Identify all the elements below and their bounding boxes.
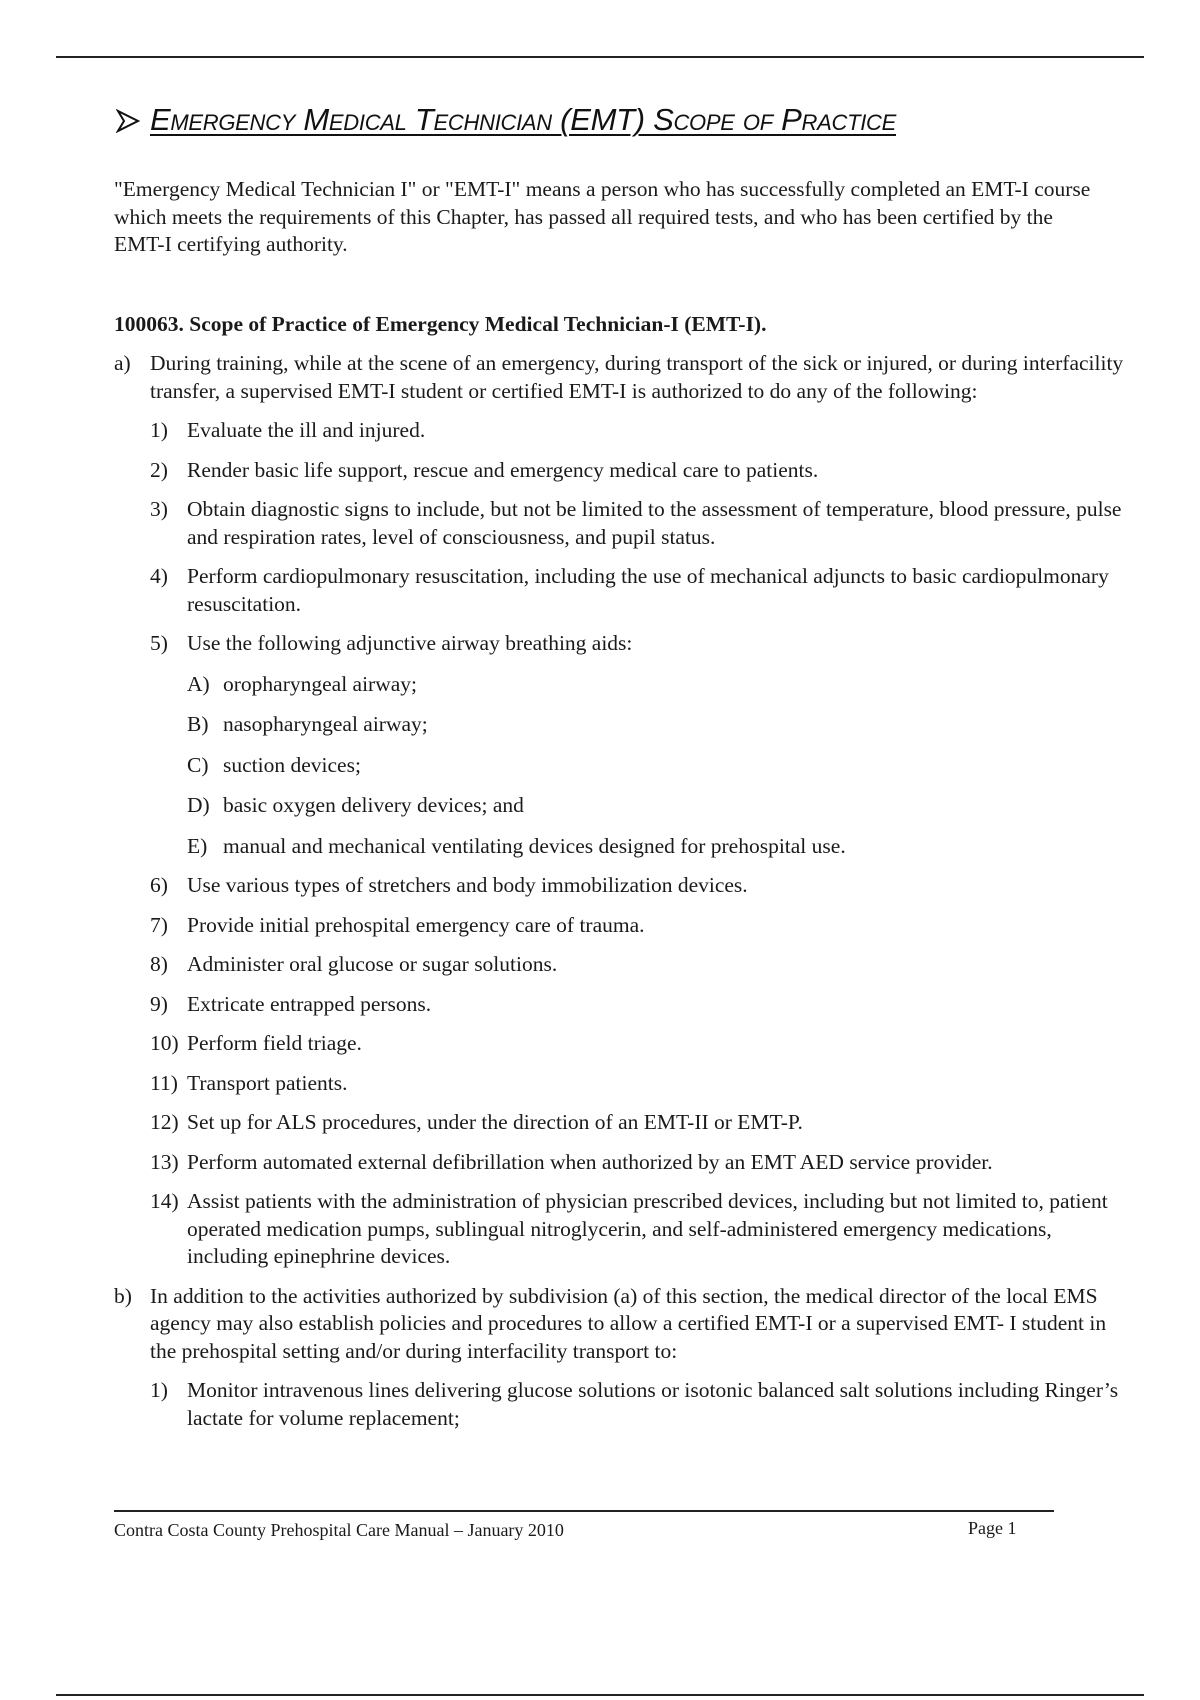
- list-item: [150, 1109, 1134, 1137]
- list-marker: 13): [150, 1149, 179, 1174]
- subsection-b: [114, 1283, 1134, 1366]
- page-number: Page 1: [968, 1518, 1017, 1538]
- top-divider: [56, 56, 1144, 58]
- list-item-text: Render basic life support, rescue and emergency medical care to patients.: [187, 457, 819, 482]
- page-title: Emergency Medical Technician (EMT) Scope of Practice: [150, 102, 897, 137]
- list-marker: 9): [150, 991, 168, 1016]
- list-item-text: manual and mechanical ventilating devices designed for prehospital use.: [223, 833, 846, 858]
- list-item: [187, 792, 1134, 820]
- list-item-text: Extricate entrapped persons.: [187, 991, 432, 1016]
- list-item-text: Evaluate the ill and injured.: [187, 418, 426, 442]
- footer-title: Contra Costa County Prehospital Care Manual – January 2010: [114, 1520, 564, 1540]
- list-item: [150, 872, 1134, 900]
- intro-paragraph: "Emergency Medical Technician I" or "EMT-I" means a person who has successfully completed an EMT-I course which meets the requirements of this Chapter, has passed all required tests, and who has been certified by the EMT-I certifying authority.: [114, 177, 1091, 256]
- list-item: [187, 833, 1134, 861]
- list-marker: 10): [150, 1031, 179, 1055]
- list-marker: A): [187, 671, 210, 696]
- list-marker: b): [114, 1283, 132, 1308]
- list-item-text: nasopharyngeal airway;: [223, 712, 428, 736]
- list-item: [150, 1030, 1134, 1058]
- list-item-text: Provide initial prehospital emergency care of trauma.: [187, 912, 645, 937]
- list-item: [187, 752, 1134, 780]
- list-item: [150, 417, 1134, 445]
- subsection-a: [114, 350, 1134, 405]
- list-item: [187, 671, 1134, 699]
- list-item-text: Perform cardiopulmonary resuscitation, including the use of mechanical adjuncts to basic cardiopulmonary resuscitation.: [187, 564, 1109, 616]
- subsection-b-items: [150, 1377, 1134, 1432]
- list-marker: 6): [150, 873, 168, 897]
- list-item-text: oropharyngeal airway;: [223, 671, 418, 696]
- list-item-text: Administer oral glucose or sugar solutions.: [187, 952, 558, 976]
- list-item: [150, 1070, 1134, 1098]
- list-item: [150, 563, 1134, 618]
- list-item: [150, 457, 1134, 485]
- airway-aids-list: [187, 671, 1134, 861]
- section-title: 100063. Scope of Practice of Emergency Medical Technician-I (EMT-I).: [114, 311, 767, 336]
- list-item-text: Set up for ALS procedures, under the direction of an EMT-II or EMT-P.: [187, 1110, 803, 1134]
- list-item: [150, 1377, 1134, 1432]
- bottom-divider: [56, 1694, 1144, 1696]
- list-marker: 3): [150, 497, 168, 521]
- list-item-text: Use various types of stretchers and body immobilization devices.: [187, 873, 748, 897]
- list-marker: 14): [150, 1189, 179, 1213]
- list-marker: 5): [150, 631, 168, 655]
- list-marker: 1): [150, 418, 168, 442]
- list-item: [187, 711, 1134, 739]
- list-item: [150, 496, 1134, 551]
- list-item: [150, 951, 1134, 979]
- subsection-a-text: During training, while at the scene of an emergency, during transport of the sick or injured, or during interfacility transfer, a supervised EMT-I student or certified EMT-I is authorized to do any of the following:: [150, 351, 1124, 403]
- document-body: [114, 176, 1134, 1432]
- list-item: [150, 991, 1134, 1019]
- list-item-text: basic oxygen delivery devices; and: [223, 793, 524, 817]
- arrowhead-bullet-icon: [116, 108, 140, 134]
- list-item-text: Assist patients with the administration of physician prescribed devices, including but not limited to, patient operated medication pumps, sublingual nitroglycerin, and self-administered emergency medications, including epinephrine devices.: [187, 1189, 1108, 1268]
- list-marker: 2): [150, 457, 168, 482]
- list-item-text: Use the following adjunctive airway breathing aids:: [187, 631, 633, 655]
- list-marker: 1): [150, 1378, 168, 1402]
- list-item: [150, 630, 1134, 658]
- list-marker: C): [187, 752, 209, 777]
- list-marker: 12): [150, 1110, 179, 1134]
- footer-divider: [114, 1510, 1054, 1512]
- list-marker: 4): [150, 564, 168, 588]
- list-marker: 7): [150, 912, 168, 937]
- subsection-b-text: In addition to the activities authorized by subdivision (a) of this section, the medical director of the local EMS agency may also establish policies and procedures to allow a certified EMT-I or a supervised EMT- I student in the prehospital setting and/or during interfacility transport to:: [150, 1283, 1107, 1363]
- list-item: [150, 1188, 1134, 1271]
- list-item-text: Obtain diagnostic signs to include, but not be limited to the assessment of temperature, blood pressure, pulse and respiration rates, level of consciousness, and pupil status.: [187, 497, 1122, 549]
- list-marker: a): [114, 351, 131, 375]
- list-marker: D): [187, 793, 210, 817]
- list-item-text: Perform automated external defibrillation when authorized by an EMT AED service provider.: [187, 1149, 993, 1174]
- list-item-text: suction devices;: [223, 752, 361, 777]
- subsection-a-items: [150, 417, 1134, 658]
- list-item: [150, 912, 1134, 940]
- list-item-text: Transport patients.: [187, 1070, 348, 1095]
- subsection-a-items-continued: [150, 872, 1134, 1271]
- list-item-text: Perform field triage.: [187, 1031, 362, 1055]
- list-marker: 8): [150, 952, 168, 976]
- list-marker: B): [187, 712, 209, 736]
- list-marker: 11): [150, 1070, 178, 1095]
- list-marker: E): [187, 833, 208, 858]
- list-item: [150, 1149, 1134, 1177]
- page-heading: [116, 102, 896, 138]
- list-item-text: Monitor intravenous lines delivering glucose solutions or isotonic balanced salt solutions including Ringer’s lactate for volume replacement;: [187, 1378, 1119, 1430]
